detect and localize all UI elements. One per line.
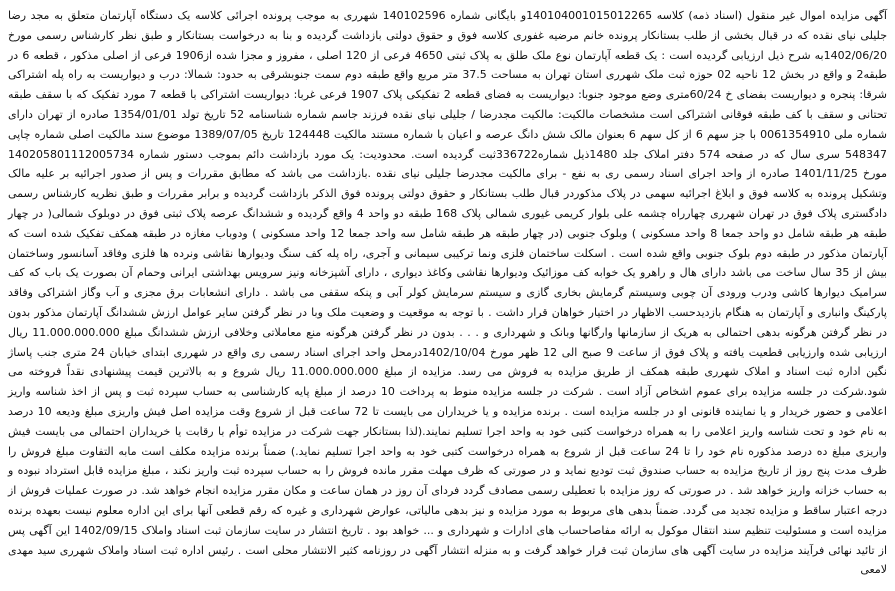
notice-body: آگهی مزایده اموال غیر منقول (اسناد ذمه) کلاسه 140104001015012265و بایگانی شماره 140102596 شهرری به موجب پرونده اجرائی کلاسه یک دستگاه آپارتمان متعلق به مجد رضا جلیلی نیای نقده که در قبال بخشی از طلب بستانکار پرونده خانم مرضیه غفوری کلاسه فوق و حقوق دولتی بازداشت گردیده و بنا به درخواست بستانکار و طبق نظر کارشناس رسمی مورخ 1402/06/20به شرح ذیل ارزیابی گردیده است : یک قطعه آپارتمان نوع ملک طلق به پلاک ثبتی 4650 فرعی از 120 اصلی ، مفروز و مجزا شده از1906 فرعی از اصلی مذکور ، قطعه 6 در طبقه2 و واقع در بخش 12 ناحیه 02 حوزه ثبت ملک شهرری استان تهران به مساحت 37.5 متر مربع واقع طبقه دوم سمت جنوبشرقی به حدود: شمالا: درب و دیواریست به راه پله اشتراکی شرقا: پنجره و دیواریست بفضای خ 60/24متری وضع موجود جنوبا: دیواریست به فضای قطعه 2 تفکیکی پلاک 1907 فرعی غربا: دیواریست اشتراکی با قطعه 7 مورد تفکیک که با سقف طبقه تحتانی و سقف با کف طبقه فوقانی اشتراکی است مشخصات مالکیت: مالکیت مجدرضا / جلیلی نیای نقده فرزند جاسم شماره شناسنامه 52 تاریخ تولد 1354/01/01 صادره از تهران دارای شماره ملی 0061354910 با جز سهم 6 از کل سهم 6 بعنوان مالک شش دانگ عرصه و اعیان با شماره مستند مالکیت 124448 تاریخ 1389/07/05 موضوع سند مالکیت اصلی شماره چاپی 548347 سری سال که در صفحه 574 دفتر املاک جلد 1480ذیل شماره336722ثبت گردیده است. محدودیت: یک مورد بازداشت دائم بموجب دستور شماره 140205801112005734 مورخ 1401/11/25 صادره از واحد اجرای اسناد رسمی ری به نفع - برای مالکیت مجدرضا جلیلی نیای نقده .بازداشت می باشد که مطابق مقررات و پس از صدور اجرائیه بر علیه مالک وتشکیل پرونده به کلاسه فوق و ابلاغ اجرائیه سهمی در پلاک مذکوردر قبال طلب بستانکار و حقوق دولتی پرونده فوق الذکر بازداشت گردیده و برابر مقررات و طبق نظریه کارشناس رسمی دادگستری پلاک فوق در تهران شهرری چهارراه چشمه علی بلوار کریمی غیوری شمالی پلاک 168 طبقه دو واحد 4 واقع گردیده و ششدانگ عرصه پلاک ثبتی فوق در دوبلوک شمالی( در چهار طبقه هر طبقه شامل دو واحد جمعا 8 واحد مسکونی ) وبلوک جنوبی (در چهار طبقه هر طبقه شامل سه واحد جمعا 12 واحد مسکونی ) ودوباب مغازه در طبقه همکف تفکیک شده است که آپارتمان مذکور در طبقه دوم بلوک جنوبی واقع شده است . اسکلت ساختمان فلزی ونما ترکیبی سیمانی و آجری، راه پله کف سنگ ودیوارها نقاشی ونرده ها فلزی وفاقد آسانسور وساختمان بیش از 35 سال ساخت می باشد دارای هال و راهرو یک خوابه کف موزائیک ودیوارها نقاشی وکاغذ دیواری ، دارای آشپزخانه ونیز سرویس بهداشتی ایرانی وحمام آن بصورت یک باب که کف سرامیک دیوارها کاشی ودرب ورودی آن چوبی وسیستم گرمایش بخاری گازی و سیستم سرمایش کولر آبی و پنکه سقفی می باشد . دارای انشعابات برق مجزی و آب وگاز اشتراکی وفاقد پارکینگ وانباری و آپارتمان به هنگام بازدیدحسب الاظهار در اختیار خواهان قرار داشت . با توجه به موقعیت و وضعیت ملک وبا در نظر گرفتن سایر عوامل ارزش ششدانگ آپارتمان مذکور بدون در نظر گرفتن هرگونه بدهی احتمالی به هریک از سازمانها وارگانها وبانک و شهرداری و . . . بدون در نظر گرفتن هرگونه منع معاملاتی وخلافی ارزش ششدانگ مبلغ 11.000.000.000 ریال ارزیابی شده وارزیابی قطعیت یافته و پلاک فوق از ساعت 9 صبح الی 12 ظهر مورخ 1402/10/04درمحل واحد اجرای اسناد رسمی ری واقع در شهرری ابتدای خیابان 24 متری جنب پاساژ نگین اداره ثبت اسناد و املاک شهرری طبقه همکف از طریق مزایده به فروش می رسد. مزایده از مبلغ 11.000.000.000 ریال شروع و به بالاترین قیمت پیشنهادی نقداً فروخته می شود.شرکت در جلسه مزایده برای عموم اشخاص آزاد است . شرکت در جلسه مزایده منوط به پرداخت 10 درصد از مبلغ پایه کارشناسی به حساب سپرده ثبت و پس از اخذ شناسه واریز اعلامی و حضور خریدار و یا نماینده قانونی او در جلسه مزایده است . برنده مزایده و یا خریداران می بایست تا 72 ساعت قبل از شروع وقت مزایده اصل فیش واریزی مبلغ ودیعه 10 درصد به نام خود و تحت شناسه واریز اعلامی را به همراه درخواست کتبی خود به واحد اجرا تسلیم نمایند.(لذا بستانکار جهت شرکت در مزایده توأم با رقابت یا خریداران احتمالی می بایست فیش واریزی مبلغ ده درصد مذکوره نام خود را تا 24 ساعت قبل از شروع به همراه درخواست کتبی خود به واحد اجرا تسلیم نماید.) ضمناً برنده مزایده مکلف است مابه التفاوت مبلغ فروش را ظرف مدت پنج روز از تاریخ مزایده به حساب صندوق ثبت تودیع نماید و در صورتی که ظرف مهلت مقرر مانده فروش را به حساب سپرده ثبت واریز نکند ، مبلغ مزایده قابل استرداد نبوده و به حساب خزانه واریز خواهد شد . در صورتی که روز مزایده با تعطیلی رسمی مصادف گردد فردای آن روز در همان ساعت و مکان مقرر مزایده انجام خواهد شد. در صورت عملیات فروش از درجه اعتبار ساقط و مزایده تجدید می گردد. ضمناً بدهی های مربوط به مورد مزایده و نیز بدهی مالیاتی، عوارض شهرداری و غیره که رقم قطعی آنها برای این اداره معلوم نیست بعهده برنده مزایده است و مسئولیت تنظیم سند انتقال موکول به ارائه مفاصاحساب های ادارات و شهرداری و ... خواهد بود . تاریخ انتشار در سایت سازمان ثبت اسناد واملاک 1402/09/15 این آگهی پس از تائید نهائی فرآیند مزایده در سایت آگهی های سازمان ثبت قرار خواهد گرفت و به منزله انتشار آگهی در روزنامه کثیر الانتشار محلی است . رئیس اداره ثبت اسناد واملاک شهرری سید مهدی لامعی	[8, 9, 888, 577]
